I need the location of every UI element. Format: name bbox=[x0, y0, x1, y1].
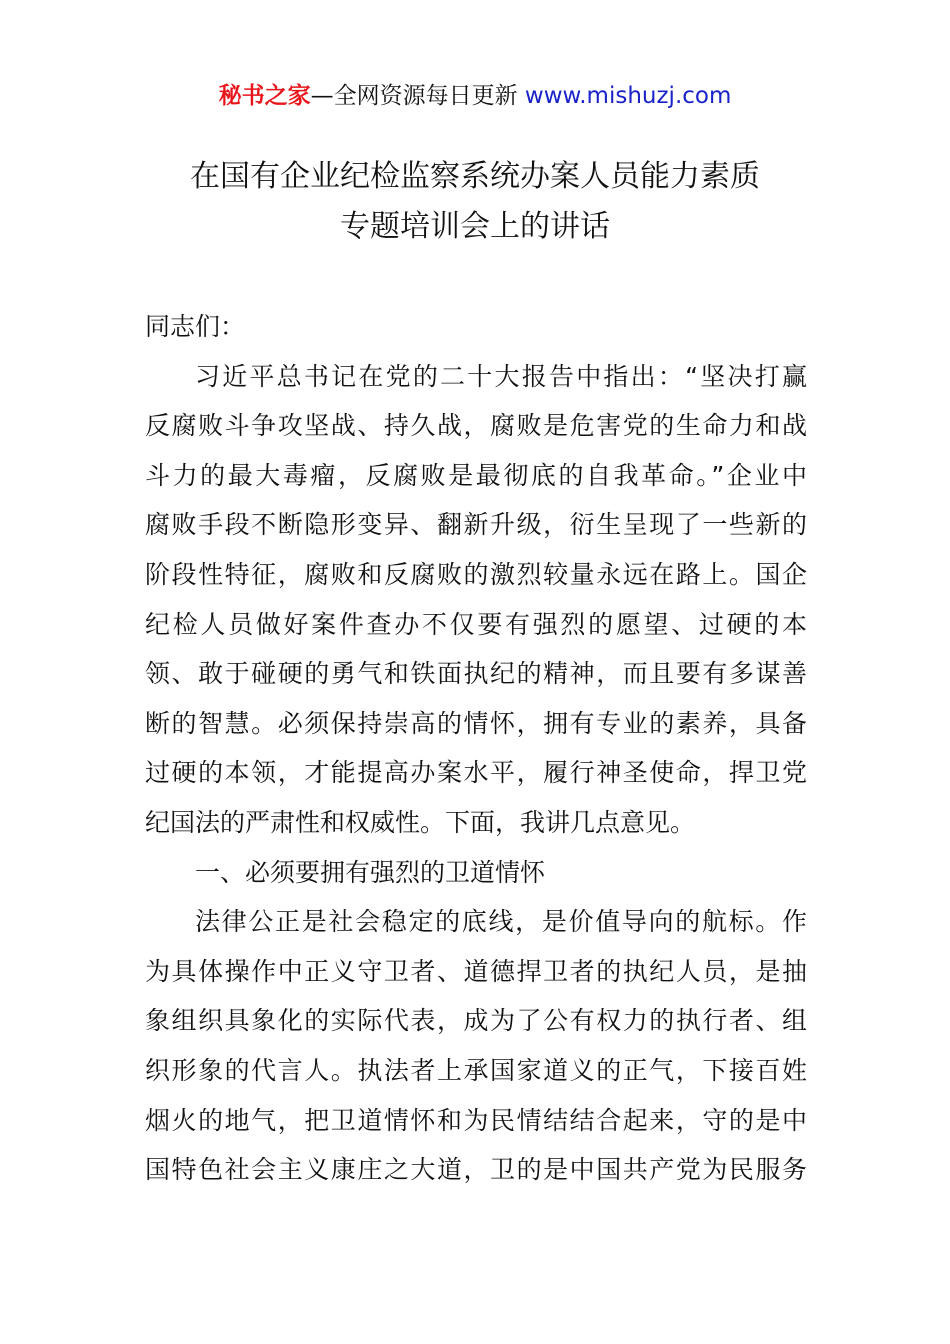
header-tagline: —全网资源每日更新 bbox=[310, 83, 525, 109]
document-title bbox=[0, 152, 950, 252]
section-heading-1: 一、必须要拥有强烈的卫道情怀 bbox=[195, 857, 546, 887]
paragraph-1-line: 领、敢于碰硬的勇气和铁面执纪的精神，而且要有多谋善 bbox=[145, 659, 807, 689]
site-url: www.mishuzj.com bbox=[524, 83, 732, 109]
paragraph-2-line: 象组织具象化的实际代表，成为了公有权力的执行者、组 bbox=[145, 1006, 807, 1036]
paragraph-1-line: 阶段性特征，腐败和反腐败的激烈较量永远在路上。国企 bbox=[145, 559, 807, 589]
paragraph-2-line: 国特色社会主义康庄之大道，卫的是中国共产党为民服务 bbox=[145, 1155, 807, 1185]
paragraph-1-line: 习近平总书记在党的二十大报告中指出：“坚决打赢 bbox=[195, 361, 807, 391]
salutation: 同志们： bbox=[145, 312, 246, 341]
paragraph-2-line: 法律公正是社会稳定的底线，是价值导向的航标。作 bbox=[195, 907, 807, 937]
paragraph-1-line: 纪国法的严肃性和权威性。下面，我讲几点意见。 bbox=[145, 807, 696, 837]
paragraph-2-line: 为具体操作中正义守卫者、道德捍卫者的执纪人员，是抽 bbox=[145, 956, 807, 986]
site-header bbox=[0, 80, 950, 112]
paragraph-1-line: 断的智慧。必须保持崇高的情怀，拥有专业的素养，具备 bbox=[145, 708, 807, 738]
brand-name: 秘书之家 bbox=[218, 83, 311, 109]
paragraph-2-line: 织形象的代言人。执法者上承国家道义的正气，下接百姓 bbox=[145, 1055, 807, 1085]
title-line-1: 在国有企业纪检监察系统办案人员能力素质 bbox=[190, 159, 760, 194]
paragraph-1-line: 腐败手段不断隐形变异、翻新升级，衍生呈现了一些新的 bbox=[145, 510, 807, 540]
paragraph-1-line: 过硬的本领，才能提高办案水平，履行神圣使命，捍卫党 bbox=[145, 758, 807, 788]
paragraph-1-line: 斗力的最大毒瘤，反腐败是最彻底的自我革命。”企业中 bbox=[145, 460, 807, 490]
title-line-2: 专题培训会上的讲话 bbox=[340, 209, 610, 244]
paragraph-1-line: 反腐败斗争攻坚战、持久战，腐败是危害党的生命力和战 bbox=[145, 411, 807, 441]
paragraph-1-line: 纪检人员做好案件查办不仅要有强烈的愿望、过硬的本 bbox=[145, 609, 807, 639]
paragraph-2-line: 烟火的地气，把卫道情怀和为民情结结合起来，守的是中 bbox=[145, 1105, 807, 1135]
document-body bbox=[145, 302, 807, 1195]
